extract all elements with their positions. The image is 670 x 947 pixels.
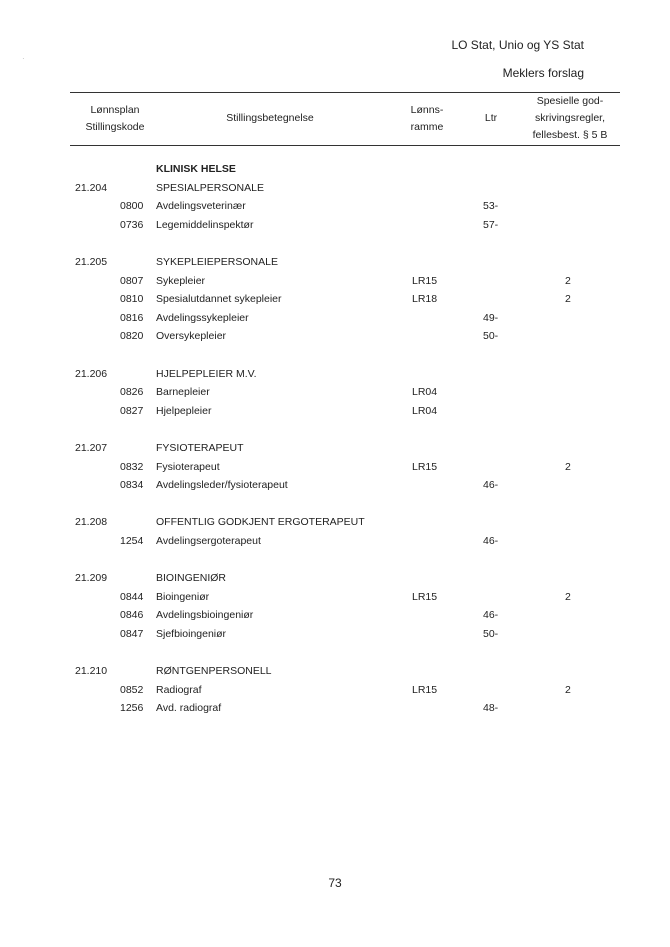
row-ltr: 50- bbox=[483, 627, 499, 640]
column-header-spesielle-line3: fellesbest. § 5 B bbox=[532, 129, 608, 141]
row-ltr: 49- bbox=[483, 311, 499, 324]
page-number: 73 bbox=[328, 876, 342, 890]
row-title: Avdelingsbioingeniør bbox=[156, 609, 254, 622]
row-title: Spesialutdannet sykepleier bbox=[156, 293, 282, 306]
row-spesielle: 2 bbox=[565, 683, 571, 696]
row-subcode: 0800 bbox=[120, 200, 144, 213]
row-subcode: 0736 bbox=[120, 218, 144, 231]
row-title: Barnepleier bbox=[156, 386, 210, 399]
row-title: Radiograf bbox=[156, 683, 202, 696]
row-ltr: 46- bbox=[483, 609, 499, 622]
row-spesielle: 2 bbox=[565, 590, 571, 603]
row-code: 21.206 bbox=[75, 367, 108, 380]
row-subcode: 0832 bbox=[120, 460, 144, 473]
row-title: Avdelingssykepleier bbox=[156, 311, 249, 324]
table-row bbox=[0, 328, 670, 347]
scan-mark: · bbox=[22, 54, 25, 63]
row-title: Avdelingsergoterapeut bbox=[156, 534, 261, 547]
row-title: SPESIALPERSONALE bbox=[156, 181, 264, 194]
header-proposal: Meklers forslag bbox=[502, 66, 584, 80]
row-ltr: 57- bbox=[483, 218, 499, 231]
row-code: 21.209 bbox=[75, 572, 108, 585]
row-ltr: 46- bbox=[483, 479, 499, 492]
table-row bbox=[0, 366, 670, 385]
table-row bbox=[0, 347, 670, 366]
row-lonnsramme: LR04 bbox=[412, 386, 438, 399]
row-title: Sykepleier bbox=[156, 274, 206, 287]
table-row bbox=[0, 496, 670, 515]
row-title: Bioingeniør bbox=[156, 590, 210, 603]
column-header-lonnsplan-line1: Lønnsplan bbox=[90, 104, 140, 116]
table-row bbox=[0, 514, 670, 533]
row-title: RØNTGENPERSONELL bbox=[156, 665, 272, 678]
row-subcode: 0810 bbox=[120, 293, 144, 306]
column-header-lonnsramme bbox=[392, 102, 462, 136]
table-row bbox=[0, 254, 670, 273]
table-row bbox=[0, 663, 670, 682]
column-header-stilling: Stillingsbetegnelse bbox=[226, 112, 314, 124]
row-title: Oversykepleier bbox=[156, 330, 227, 343]
row-title: HJELPEPLEIER M.V. bbox=[156, 367, 257, 380]
table-row bbox=[0, 570, 670, 589]
table-row bbox=[0, 477, 670, 496]
row-title: Sjefbioingeniør bbox=[156, 627, 227, 640]
row-subcode: 0846 bbox=[120, 609, 144, 622]
table-row bbox=[0, 607, 670, 626]
table-row bbox=[0, 700, 670, 719]
table-row bbox=[0, 403, 670, 422]
row-lonnsramme: LR18 bbox=[412, 293, 438, 306]
row-title: Legemiddelinspektør bbox=[156, 218, 254, 231]
row-spesielle: 2 bbox=[565, 460, 571, 473]
row-code: 21.208 bbox=[75, 516, 108, 529]
table-row bbox=[0, 235, 670, 254]
table-row bbox=[0, 551, 670, 570]
row-title: Avdelingsveterinær bbox=[156, 200, 246, 213]
row-title: SYKEPLEIEPERSONALE bbox=[156, 255, 278, 268]
table-row bbox=[0, 626, 670, 645]
table-row bbox=[0, 589, 670, 608]
row-ltr: 48- bbox=[483, 702, 499, 715]
row-subcode: 1256 bbox=[120, 702, 144, 715]
table-row bbox=[0, 644, 670, 663]
table-row bbox=[0, 180, 670, 199]
row-title: Avdelingsleder/fysioterapeut bbox=[156, 479, 288, 492]
row-spesielle: 2 bbox=[565, 293, 571, 306]
row-lonnsramme: LR15 bbox=[412, 590, 438, 603]
table-body bbox=[0, 161, 670, 719]
row-subcode: 0816 bbox=[120, 311, 144, 324]
table-row bbox=[0, 533, 670, 552]
row-lonnsramme: LR15 bbox=[412, 274, 438, 287]
table-row bbox=[0, 217, 670, 236]
column-header-ltr: Ltr bbox=[484, 112, 498, 124]
table-row bbox=[0, 421, 670, 440]
column-header-lonnsramme-line1: Lønns- bbox=[410, 104, 444, 116]
row-title: Avd. radiograf bbox=[156, 702, 222, 715]
row-lonnsramme: LR04 bbox=[412, 404, 438, 417]
row-code: 21.207 bbox=[75, 441, 108, 454]
row-subcode: 0852 bbox=[120, 683, 144, 696]
row-lonnsramme: LR15 bbox=[412, 683, 438, 696]
column-header-spesielle-line2: skrivingsregler, bbox=[534, 112, 606, 124]
row-subcode: 0844 bbox=[120, 590, 144, 603]
row-code: 21.205 bbox=[75, 255, 108, 268]
row-ltr: 46- bbox=[483, 534, 499, 547]
row-subcode: 0807 bbox=[120, 274, 144, 287]
table-row bbox=[0, 459, 670, 478]
row-title: BIOINGENIØR bbox=[156, 572, 227, 585]
row-code: 21.204 bbox=[75, 181, 108, 194]
table-row bbox=[0, 273, 670, 292]
row-subcode: 0847 bbox=[120, 627, 144, 640]
row-ltr: 50- bbox=[483, 330, 499, 343]
row-title: Fysioterapeut bbox=[156, 460, 220, 473]
row-subcode: 0826 bbox=[120, 386, 144, 399]
table-row bbox=[0, 198, 670, 217]
column-header-lonnsplan-line2: Stillingskode bbox=[85, 121, 145, 133]
row-title: KLINISK HELSE bbox=[156, 163, 236, 175]
row-subcode: 0834 bbox=[120, 479, 144, 492]
row-spesielle: 2 bbox=[565, 274, 571, 287]
table-row bbox=[0, 384, 670, 403]
row-title: OFFENTLIG GODKJENT ERGOTERAPEUT bbox=[156, 516, 365, 529]
column-header-spesielle-line1: Spesielle god- bbox=[536, 95, 604, 107]
row-title: FYSIOTERAPEUT bbox=[156, 441, 244, 454]
table-row bbox=[0, 291, 670, 310]
row-subcode: 0827 bbox=[120, 404, 144, 417]
column-header-lonnsramme-line2: ramme bbox=[410, 121, 444, 133]
table-header-rule bbox=[70, 145, 620, 146]
row-ltr: 53- bbox=[483, 200, 499, 213]
header-parties: LO Stat, Unio og YS Stat bbox=[451, 38, 584, 52]
row-title: Hjelpepleier bbox=[156, 404, 212, 417]
row-lonnsramme: LR15 bbox=[412, 460, 438, 473]
column-header-lonnsplan bbox=[60, 102, 170, 136]
row-subcode: 1254 bbox=[120, 534, 144, 547]
row-code: 21.210 bbox=[75, 665, 108, 678]
row-subcode: 0820 bbox=[120, 330, 144, 343]
column-header-spesielle bbox=[510, 93, 630, 144]
table-row bbox=[0, 440, 670, 459]
table-row bbox=[0, 682, 670, 701]
table-row bbox=[0, 310, 670, 329]
table-row bbox=[0, 161, 670, 180]
